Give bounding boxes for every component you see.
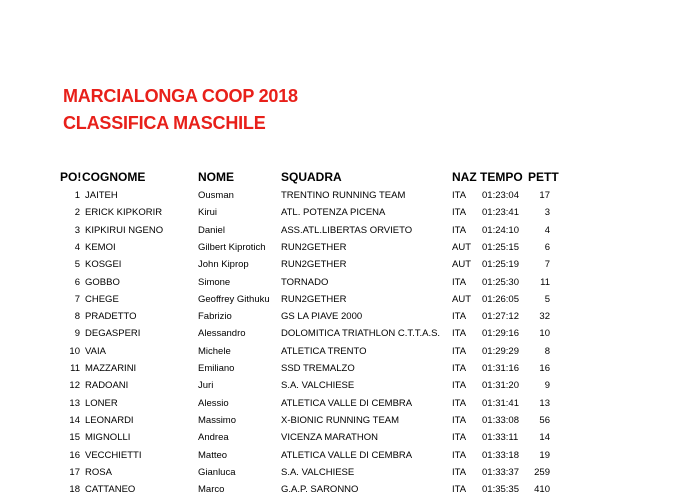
cell-position: 5 [74,259,80,271]
cell-position: 14 [69,414,80,426]
cell-nome: Juri [198,380,214,392]
cell-tempo: 01:23:04 [482,190,519,201]
cell-pett: 56 [539,414,550,426]
table-row [0,378,696,396]
cell-cognome: MAZZARINI [85,363,137,374]
cell-cognome: KIPKIRUI NGENO [85,224,164,236]
cell-naz: ITA [452,449,467,461]
cell-squadra: SSD TREMALZO [281,363,355,374]
cell-cognome: MIGNOLLI [85,432,131,444]
cell-cognome: CHEGE [85,293,119,305]
cell-squadra: TORNADO [281,276,329,288]
cell-naz: ITA [452,432,467,444]
cell-tempo: 01:31:20 [482,380,519,392]
cell-squadra: X-BIONIC RUNNING TEAM [281,414,400,426]
cell-pett: 14 [539,432,550,444]
cell-position: 7 [74,293,80,305]
cell-nome: Marco [198,484,225,496]
table-row [0,205,696,223]
cell-position: 2 [74,207,80,219]
cell-cognome: LONER [85,397,118,409]
cell-nome: Andrea [198,432,229,444]
cell-tempo: 01:29:16 [482,328,519,340]
cell-nome: Alessandro [198,328,246,340]
table-row [0,465,696,483]
cell-naz: ITA [452,466,467,478]
cell-naz: ITA [452,484,467,496]
cell-tempo: 01:33:08 [482,414,519,426]
table-row [0,344,696,362]
cell-cognome: JAITEH [85,190,118,201]
cell-squadra: GS LA PIAVE 2000 [281,311,363,323]
table-row [0,188,696,206]
table-row [0,257,696,275]
header-cognome: COGNOME [82,170,146,184]
cell-naz: ITA [452,363,467,374]
header-nome: NOME [198,170,234,184]
cell-position: 16 [69,449,80,461]
cell-position: 8 [74,311,80,323]
cell-position: 15 [69,432,80,444]
cell-squadra: S.A. VALCHIESE [281,380,355,392]
cell-tempo: 01:26:05 [482,293,519,305]
cell-pett: 32 [539,311,550,323]
cell-position: 11 [70,363,80,374]
table-row [0,223,696,241]
cell-squadra: RUN2GETHER [281,259,347,271]
cell-tempo: 01:33:37 [482,466,519,478]
table-row [0,240,696,258]
cell-position: 9 [74,328,80,340]
cell-cognome: GOBBO [85,276,120,288]
cell-squadra: G.A.P. SARONNO [281,484,359,496]
cell-squadra: ASS.ATL.LIBERTAS ORVIETO [281,224,413,236]
cell-cognome: VECCHIETTI [85,449,142,461]
cell-tempo: 01:35:35 [482,484,519,496]
table-row [0,326,696,344]
cell-position: 1 [74,190,80,201]
cell-squadra: DOLOMITICA TRIATHLON C.T.T.A.S. [281,328,441,340]
cell-nome: Simone [198,276,231,288]
cell-naz: AUT [452,259,471,271]
cell-pett: 3 [544,207,550,219]
cell-pett: 10 [539,328,550,340]
cell-pett: 6 [544,241,550,253]
cell-pett: 7 [544,259,550,271]
header-naz: NAZ [452,170,477,184]
cell-position: 3 [74,224,80,236]
header-pos: PO! [60,170,82,184]
cell-naz: ITA [452,224,467,236]
cell-naz: ITA [452,276,467,288]
cell-naz: AUT [452,241,471,253]
cell-nome: Daniel [198,224,225,236]
table-row [0,448,696,466]
cell-nome: Gianluca [198,466,236,478]
cell-position: 17 [69,466,80,478]
cell-nome: Gilbert Kiprotich [198,241,266,253]
header-tempo: TEMPO [480,170,523,184]
cell-naz: AUT [452,293,471,305]
document-title: MARCIALONGA COOP 2018 [63,86,298,106]
table-row [0,361,696,379]
cell-cognome: VAIA [85,345,106,357]
cell-tempo: 01:33:18 [482,449,519,461]
cell-naz: ITA [452,414,467,426]
cell-cognome: KOSGEI [85,259,122,271]
table-row [0,292,696,310]
cell-nome: John Kiprop [198,259,249,271]
cell-pett: 4 [544,224,550,236]
cell-pett: 259 [534,466,550,478]
header-pett: PETT [528,170,559,184]
cell-cognome: LEONARDI [85,414,134,426]
cell-nome: Alessio [198,397,229,409]
cell-tempo: 01:25:15 [482,241,519,253]
cell-pett: 13 [539,397,550,409]
cell-cognome: RADOANI [85,380,129,392]
cell-tempo: 01:27:12 [482,311,519,323]
table-row [0,482,696,500]
cell-pett: 5 [544,293,550,305]
cell-nome: Geoffrey Githuku [198,293,270,305]
cell-position: 18 [69,484,80,496]
cell-naz: ITA [452,207,467,219]
cell-pett: 8 [544,345,550,357]
table-row [0,413,696,431]
cell-nome: Kirui [198,207,218,219]
cell-nome: Emiliano [198,363,235,374]
cell-cognome: ERICK KIPKORIR [85,207,163,219]
cell-position: 6 [74,276,80,288]
cell-squadra: TRENTINO RUNNING TEAM [281,190,406,201]
cell-tempo: 01:25:19 [482,259,519,271]
cell-pett: 19 [539,449,550,461]
cell-cognome: CATTANEO [85,484,136,496]
cell-naz: ITA [452,190,467,201]
cell-cognome: DEGASPERI [85,328,141,340]
cell-tempo: 01:33:11 [482,432,519,444]
cell-tempo: 01:29:29 [482,345,519,357]
header-squadra: SQUADRA [281,170,342,184]
cell-position: 12 [69,380,80,392]
cell-tempo: 01:25:30 [482,276,519,288]
cell-naz: ITA [452,311,467,323]
cell-naz: ITA [452,328,467,340]
cell-tempo: 01:24:10 [482,224,519,236]
cell-cognome: PRADETTO [85,311,137,323]
cell-pett: 11 [540,276,550,288]
cell-squadra: ATLETICA VALLE DI CEMBRA [281,449,413,461]
cell-squadra: ATL. POTENZA PICENA [281,207,386,219]
cell-pett: 16 [539,363,550,374]
table-row [0,430,696,448]
cell-position: 4 [74,241,80,253]
cell-naz: ITA [452,397,467,409]
table-row [0,309,696,327]
cell-pett: 17 [539,190,550,201]
cell-nome: Fabrizio [198,311,232,323]
cell-squadra: VICENZA MARATHON [281,432,378,444]
cell-squadra: S.A. VALCHIESE [281,466,355,478]
cell-cognome: ROSA [85,466,112,478]
cell-squadra: RUN2GETHER [281,293,347,305]
cell-pett: 410 [534,484,550,496]
table-row [0,396,696,414]
cell-squadra: ATLETICA TRENTO [281,345,367,357]
cell-tempo: 01:31:16 [482,363,519,374]
cell-nome: Matteo [198,449,228,461]
cell-nome: Massimo [198,414,237,426]
cell-tempo: 01:23:41 [482,207,519,219]
cell-nome: Ousman [198,190,234,201]
cell-tempo: 01:31:41 [482,397,519,409]
cell-cognome: KEMOI [85,241,116,253]
cell-naz: ITA [452,380,467,392]
table-row [0,275,696,293]
cell-position: 13 [69,397,80,409]
cell-squadra: RUN2GETHER [281,241,347,253]
cell-naz: ITA [452,345,467,357]
cell-pett: 9 [544,380,550,392]
document-subtitle: CLASSIFICA MASCHILE [63,113,266,133]
cell-squadra: ATLETICA VALLE DI CEMBRA [281,397,413,409]
cell-nome: Michele [198,345,231,357]
cell-position: 10 [69,345,80,357]
